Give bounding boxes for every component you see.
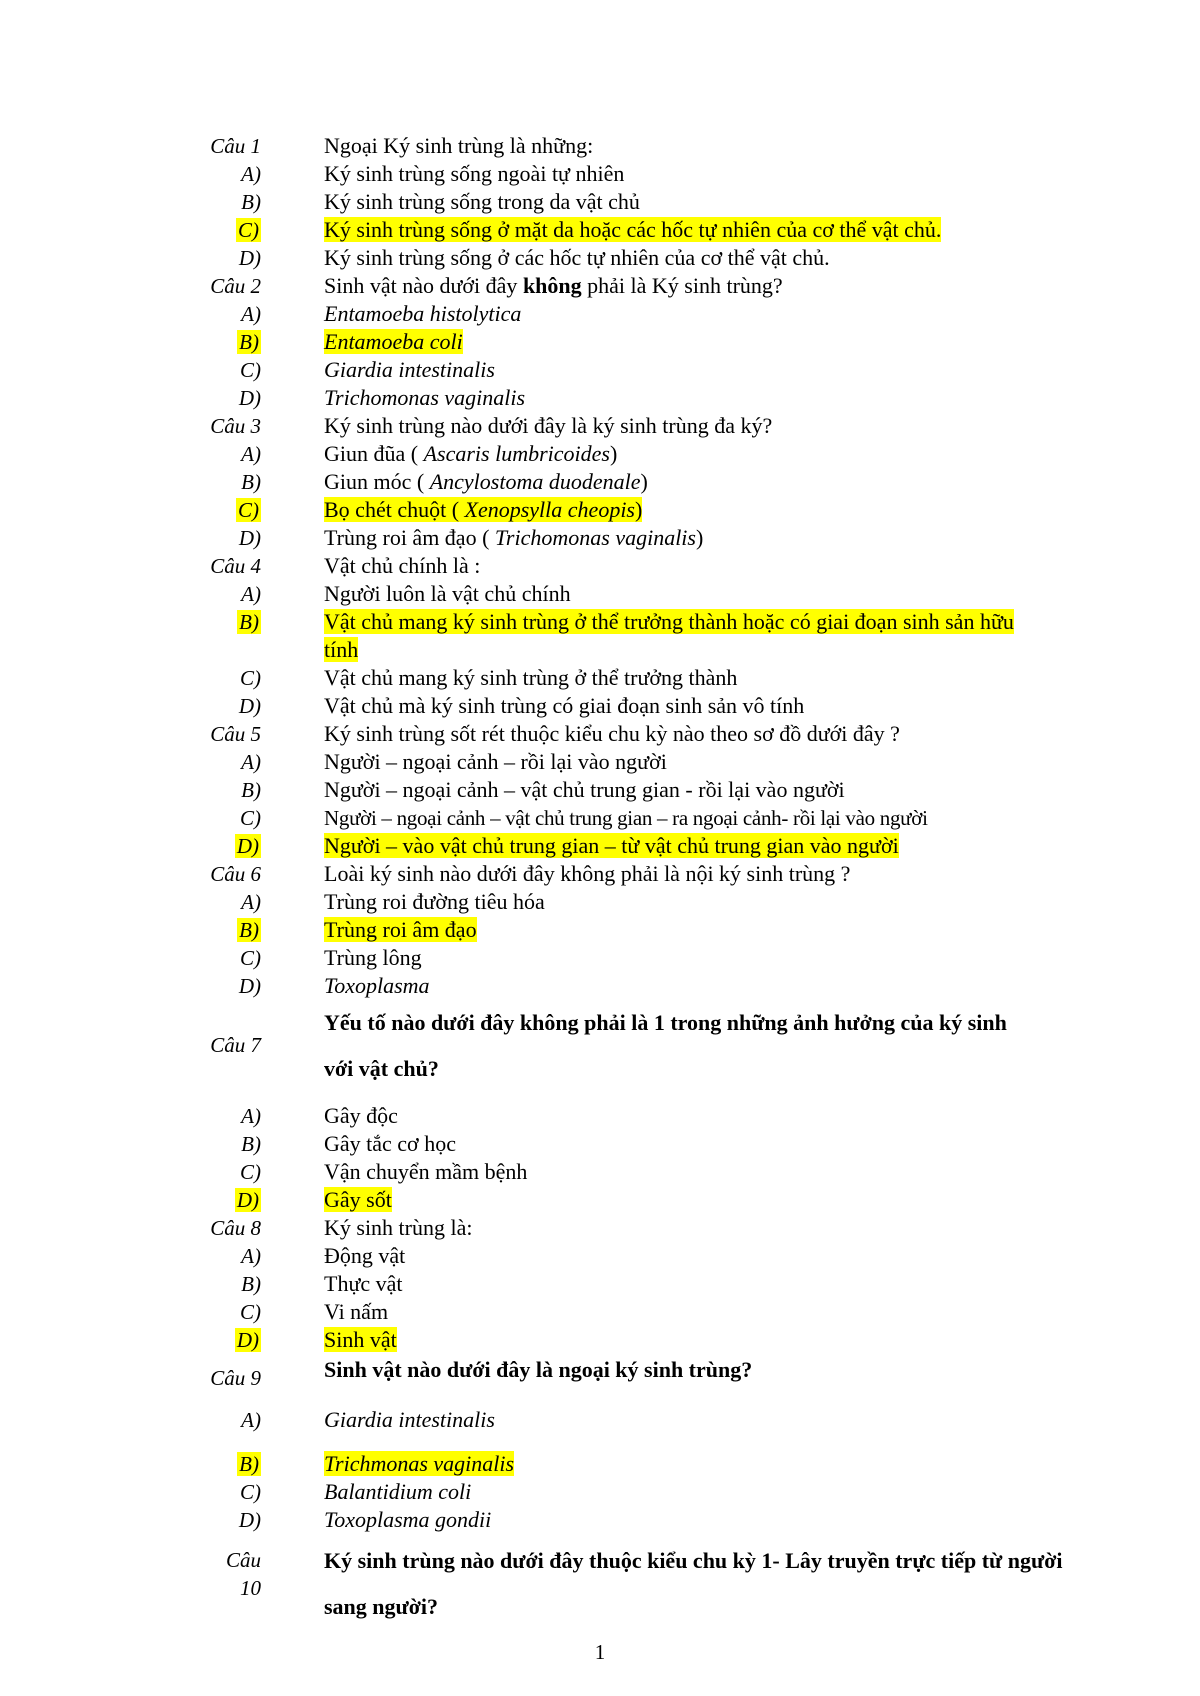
question-label: Câu 2 bbox=[210, 274, 261, 298]
option-text: Vật chủ mang ký sinh trùng ở thể trưởng thành hoặc có giai đoạn sinh sản hữu tính bbox=[324, 609, 1014, 662]
option-label: A) bbox=[241, 442, 261, 466]
option-text: Vi nấm bbox=[324, 1299, 389, 1324]
option-text: Động vật bbox=[324, 1243, 406, 1268]
option-row bbox=[0, 1242, 1084, 1270]
option-text: Bọ chét chuột ( Xenopsylla cheopis) bbox=[324, 497, 643, 522]
option-label: B) bbox=[239, 330, 259, 354]
option-label: C) bbox=[240, 1300, 261, 1324]
option-text: Ký sinh trùng sống ở các hốc tự nhiên của cơ thể vật chủ. bbox=[324, 245, 830, 270]
option-label: B) bbox=[239, 918, 259, 942]
option-text: Vật chủ mang ký sinh trùng ở thể trưởng thành bbox=[324, 665, 738, 690]
option-label: D) bbox=[238, 386, 261, 410]
option-row bbox=[0, 776, 1084, 804]
question-label: Câu 4 bbox=[210, 554, 261, 578]
option-label: D) bbox=[236, 1328, 259, 1352]
question-2 bbox=[0, 272, 1084, 300]
option-text: Trùng lông bbox=[324, 945, 422, 970]
option-label: A) bbox=[241, 162, 261, 186]
option-text: Entamoeba histolytica bbox=[324, 301, 522, 326]
option-row-correct bbox=[0, 496, 1084, 524]
option-label: A) bbox=[241, 1408, 261, 1432]
option-text: Trùng roi âm đạo ( Trichomonas vaginalis) bbox=[324, 525, 704, 550]
option-row-correct bbox=[0, 608, 1084, 664]
option-row bbox=[0, 468, 1084, 496]
question-list bbox=[0, 132, 1084, 1630]
option-text: Gây độc bbox=[324, 1103, 398, 1128]
option-text: Sinh vật bbox=[324, 1327, 397, 1352]
option-text: Giardia intestinalis bbox=[324, 1407, 495, 1432]
option-text: Trichmonas vaginalis bbox=[324, 1451, 515, 1476]
option-text: Giun đũa ( Ascaris lumbricoides) bbox=[324, 441, 618, 466]
question-text: Ký sinh trùng sốt rét thuộc kiểu chu kỳ nào theo sơ đồ dưới đây ? bbox=[324, 721, 900, 746]
option-row-correct bbox=[0, 328, 1084, 356]
option-row bbox=[0, 1102, 1084, 1130]
question-label: Câu 9 bbox=[210, 1366, 261, 1390]
option-text: Thực vật bbox=[324, 1271, 403, 1296]
option-text: Trùng roi âm đạo bbox=[324, 917, 477, 942]
option-text: Entamoeba coli bbox=[324, 329, 463, 354]
option-label: D) bbox=[238, 694, 261, 718]
option-label: D) bbox=[236, 1188, 259, 1212]
option-row bbox=[0, 580, 1084, 608]
option-text: Trichomonas vaginalis bbox=[324, 385, 526, 410]
option-label: C) bbox=[240, 806, 261, 830]
option-label: D) bbox=[238, 526, 261, 550]
option-row-correct bbox=[0, 216, 1084, 244]
option-label: B) bbox=[239, 1452, 259, 1476]
option-text: Vận chuyển mầm bệnh bbox=[324, 1159, 528, 1184]
option-row bbox=[0, 244, 1084, 272]
option-label: B) bbox=[239, 610, 259, 634]
option-label: C) bbox=[240, 358, 261, 382]
option-label: B) bbox=[241, 1132, 261, 1156]
option-row bbox=[0, 356, 1084, 384]
option-row bbox=[0, 1158, 1084, 1186]
option-text: Người – ngoại cảnh – vật chủ trung gian – ra ngoại cảnh- rồi lại vào người bbox=[324, 806, 928, 830]
option-label: B) bbox=[241, 190, 261, 214]
option-row-correct bbox=[0, 832, 1084, 860]
option-label: A) bbox=[241, 1104, 261, 1128]
option-text: Toxoplasma gondii bbox=[324, 1507, 492, 1532]
question-label: Câu 8 bbox=[210, 1216, 261, 1240]
question-5 bbox=[0, 720, 1084, 748]
option-label: D) bbox=[236, 834, 259, 858]
option-text: Gây tắc cơ học bbox=[324, 1131, 456, 1156]
option-row bbox=[0, 1406, 1084, 1434]
option-label: C) bbox=[238, 218, 259, 242]
question-text: Loài ký sinh nào dưới đây không phải là nội ký sinh trùng ? bbox=[324, 861, 851, 886]
option-text: Toxoplasma bbox=[324, 973, 430, 998]
option-text: Giun móc ( Ancylostoma duodenale) bbox=[324, 469, 648, 494]
question-text: Ký sinh trùng nào dưới đây thuộc kiểu chu kỳ 1- Lây truyền trực tiếp từ người sang người? bbox=[324, 1548, 1063, 1619]
option-label: D) bbox=[238, 1508, 261, 1532]
option-row bbox=[0, 888, 1084, 916]
option-text: Balantidium coli bbox=[324, 1479, 472, 1504]
question-1 bbox=[0, 132, 1084, 160]
question-text: Yếu tố nào dưới đây không phải là 1 trong những ảnh hưởng của ký sinh với vật chủ? bbox=[324, 1010, 1007, 1081]
question-label: Câu 6 bbox=[210, 862, 261, 886]
option-row-correct bbox=[0, 1450, 1084, 1478]
option-text: Giardia intestinalis bbox=[324, 357, 495, 382]
option-text: Người – vào vật chủ trung gian – từ vật chủ trung gian vào người bbox=[324, 833, 899, 858]
question-label: Câu 1 bbox=[210, 134, 261, 158]
option-row bbox=[0, 1130, 1084, 1158]
question-label: Câu 3 bbox=[210, 414, 261, 438]
question-6 bbox=[0, 860, 1084, 888]
option-label: B) bbox=[241, 470, 261, 494]
option-text: Gây sốt bbox=[324, 1187, 392, 1212]
option-label: C) bbox=[240, 666, 261, 690]
question-4 bbox=[0, 552, 1084, 580]
option-label: C) bbox=[240, 1480, 261, 1504]
option-label: C) bbox=[238, 498, 259, 522]
question-9 bbox=[0, 1356, 1084, 1392]
page-number: 1 bbox=[594, 1640, 606, 1664]
option-label: A) bbox=[241, 750, 261, 774]
question-label: Câu 10 bbox=[225, 1548, 261, 1600]
option-label: A) bbox=[241, 1244, 261, 1268]
question-text: Ngoại Ký sinh trùng là những: bbox=[324, 133, 594, 158]
option-row bbox=[0, 972, 1084, 1000]
option-row bbox=[0, 524, 1084, 552]
question-7 bbox=[0, 1000, 1084, 1092]
option-label: D) bbox=[238, 974, 261, 998]
option-row bbox=[0, 944, 1084, 972]
option-row bbox=[0, 160, 1084, 188]
option-row bbox=[0, 1270, 1084, 1298]
option-text: Người luôn là vật chủ chính bbox=[324, 581, 571, 606]
option-label: B) bbox=[241, 778, 261, 802]
option-row bbox=[0, 300, 1084, 328]
option-label: A) bbox=[241, 302, 261, 326]
option-label: D) bbox=[238, 246, 261, 270]
option-label: C) bbox=[240, 1160, 261, 1184]
question-text: Vật chủ chính là : bbox=[324, 553, 481, 578]
option-text: Vật chủ mà ký sinh trùng có giai đoạn sinh sản vô tính bbox=[324, 693, 805, 718]
question-text: Ký sinh trùng là: bbox=[324, 1215, 473, 1240]
option-text: Trùng roi đường tiêu hóa bbox=[324, 889, 545, 914]
option-row bbox=[0, 188, 1084, 216]
option-row bbox=[0, 1478, 1084, 1506]
option-row bbox=[0, 384, 1084, 412]
option-row bbox=[0, 748, 1084, 776]
option-row-correct bbox=[0, 916, 1084, 944]
option-label: C) bbox=[240, 946, 261, 970]
question-text: Sinh vật nào dưới đây không phải là Ký sinh trùng? bbox=[324, 273, 783, 298]
question-text: Sinh vật nào dưới đây là ngoại ký sinh trùng? bbox=[324, 1357, 753, 1382]
option-text: Người – ngoại cảnh – rồi lại vào người bbox=[324, 749, 667, 774]
option-text: Ký sinh trùng sống ở mặt da hoặc các hốc tự nhiên của cơ thể vật chủ. bbox=[324, 217, 942, 242]
option-text: Người – ngoại cảnh – vật chủ trung gian - rồi lại vào người bbox=[324, 777, 845, 802]
question-text: Ký sinh trùng nào dưới đây là ký sinh trùng đa ký? bbox=[324, 413, 773, 438]
option-row bbox=[0, 440, 1084, 468]
option-row bbox=[0, 1298, 1084, 1326]
question-label: Câu 7 bbox=[210, 1033, 261, 1057]
option-row-correct bbox=[0, 1186, 1084, 1214]
option-label: B) bbox=[241, 1272, 261, 1296]
option-label: A) bbox=[241, 582, 261, 606]
option-row bbox=[0, 692, 1084, 720]
question-8 bbox=[0, 1214, 1084, 1242]
question-10 bbox=[0, 1538, 1084, 1630]
option-row bbox=[0, 804, 1084, 832]
option-text: Ký sinh trùng sống ngoài tự nhiên bbox=[324, 161, 625, 186]
question-3 bbox=[0, 412, 1084, 440]
option-row-correct bbox=[0, 1326, 1084, 1354]
question-label: Câu 5 bbox=[210, 722, 261, 746]
option-label: A) bbox=[241, 890, 261, 914]
option-row bbox=[0, 1506, 1084, 1534]
option-row bbox=[0, 664, 1084, 692]
option-text: Ký sinh trùng sống trong da vật chủ bbox=[324, 189, 640, 214]
